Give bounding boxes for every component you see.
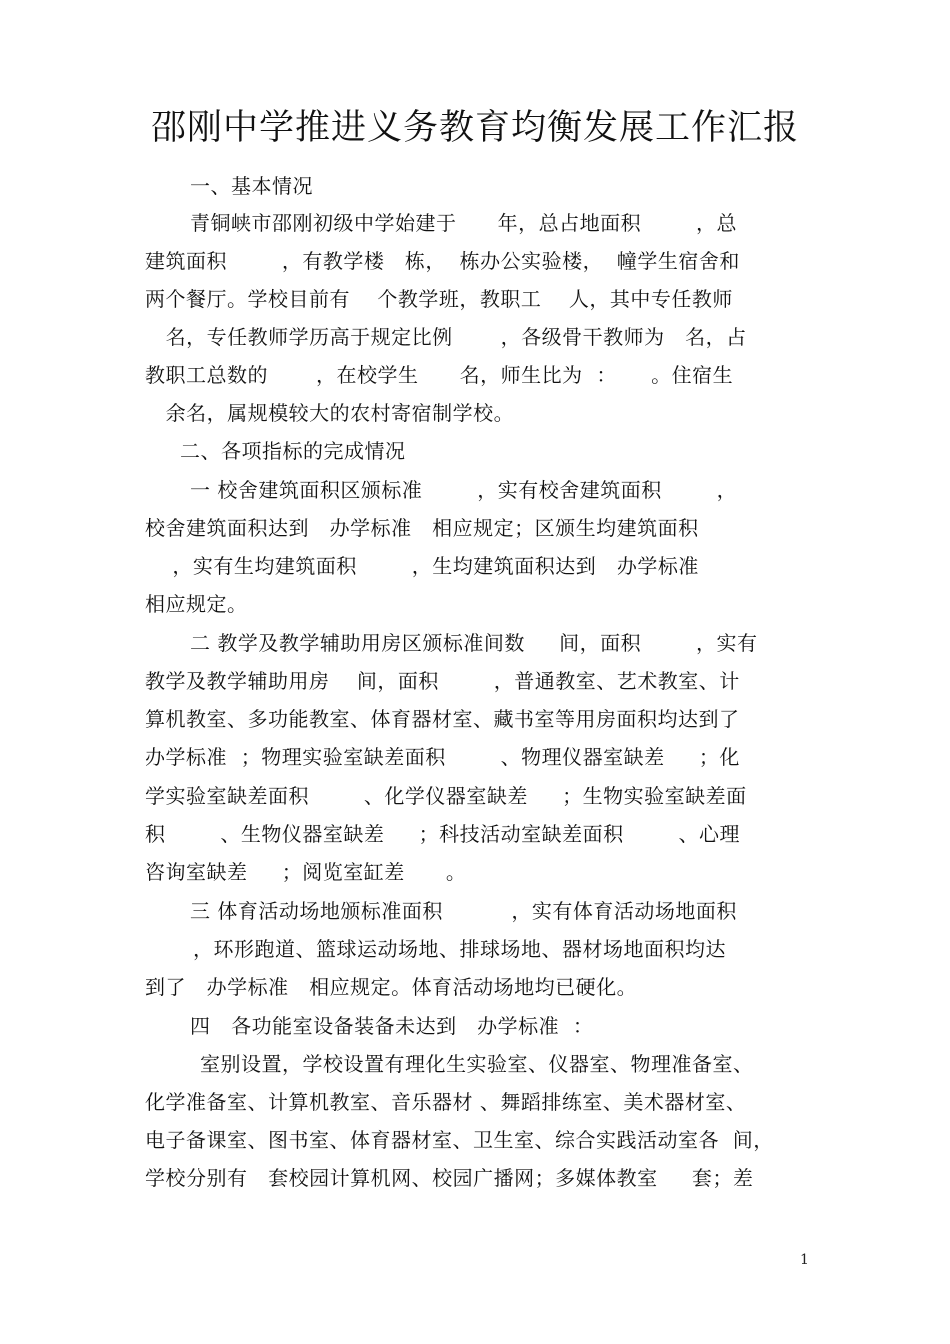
text-line: 校舍建筑面积达到 办学标准 相应规定；区颁生均建筑面积 <box>145 516 699 540</box>
text-line: 学实验室缺差面积 、化学仪器室缺差 ；生物实验室缺差面 <box>145 784 747 808</box>
text-line: 到了 办学标准 相应规定。体育活动场地均已硬化。 <box>145 975 638 999</box>
text-line: 学校分别有 套校园计算机网、校园广播网；多媒体教室 套；差 <box>145 1166 754 1190</box>
document-title: 邵刚中学推进义务教育均衡发展工作汇报 <box>150 108 799 148</box>
text-line: 电子备课室、图书室、体育器材室、卫生室、综合实践活动室各 间， <box>145 1128 774 1152</box>
text-line: 算机教室、多功能教室、体育器材室、藏书室等用房面积均达到了 <box>145 707 740 731</box>
text-line: 余名，属规模较大的农村寄宿制学校。 <box>145 401 515 425</box>
text-line: 两个餐厅。学校目前有 个教学班，教职工 人，其中专任教师 <box>145 287 733 311</box>
text-line: 办学标准 ；物理实验室缺差面积 、物理仪器室缺差 ；化 <box>145 745 740 769</box>
text-line: 名，专任教师学历高于规定比例 ，各级骨干教师为 名，占 <box>145 325 747 349</box>
text-line: 相应规定。 <box>145 592 248 616</box>
text-line: 二 教学及教学辅助用房区颁标准间数 间，面积 ，实有 <box>190 631 758 655</box>
text-line: 教职工总数的 ，在校学生 名，师生比为 ： 。住宿生 <box>145 363 734 387</box>
text-line: 化学准备室、计算机教室、音乐器材 、舞蹈排练室、美术器材室、 <box>145 1090 747 1114</box>
text-line: ，环形跑道、篮球运动场地、排球场地、器材场地面积均达 <box>145 937 727 961</box>
text-line: 建筑面积 ，有教学楼 栋， 栋办公实验楼， 幢学生宿舍和 <box>145 249 740 273</box>
text-line: 室别设置，学校设置有理化生实验室、仪器室、物理准备室、 <box>200 1052 754 1076</box>
text-line: 教学及教学辅助用房 间，面积 ，普通教室、艺术教室、计 <box>145 669 740 693</box>
text-line: ，实有生均建筑面积 ，生均建筑面积达到 办学标准 <box>145 554 699 578</box>
text-line: 一、基本情况 <box>190 174 313 198</box>
text-line: 青铜峡市邵刚初级中学始建于 年，总占地面积 ，总 <box>190 211 738 235</box>
text-line: 二、各项指标的完成情况 <box>180 439 406 463</box>
text-line: 咨询室缺差 ；阅览室缸差 。 <box>145 860 467 884</box>
text-line: 四 各功能室设备装备未达到 办学标准 ： <box>190 1014 594 1038</box>
page-number: 1 <box>800 1252 809 1268</box>
text-line: 积 、生物仪器室缺差 ；科技活动室缺差面积 、心理 <box>145 822 741 846</box>
text-line: 一 校舍建筑面积区颁标准 ，实有校舍建筑面积 ， <box>190 478 738 502</box>
text-line: 三 体育活动场地颁标准面积 ，实有体育活动场地面积 <box>190 899 737 923</box>
